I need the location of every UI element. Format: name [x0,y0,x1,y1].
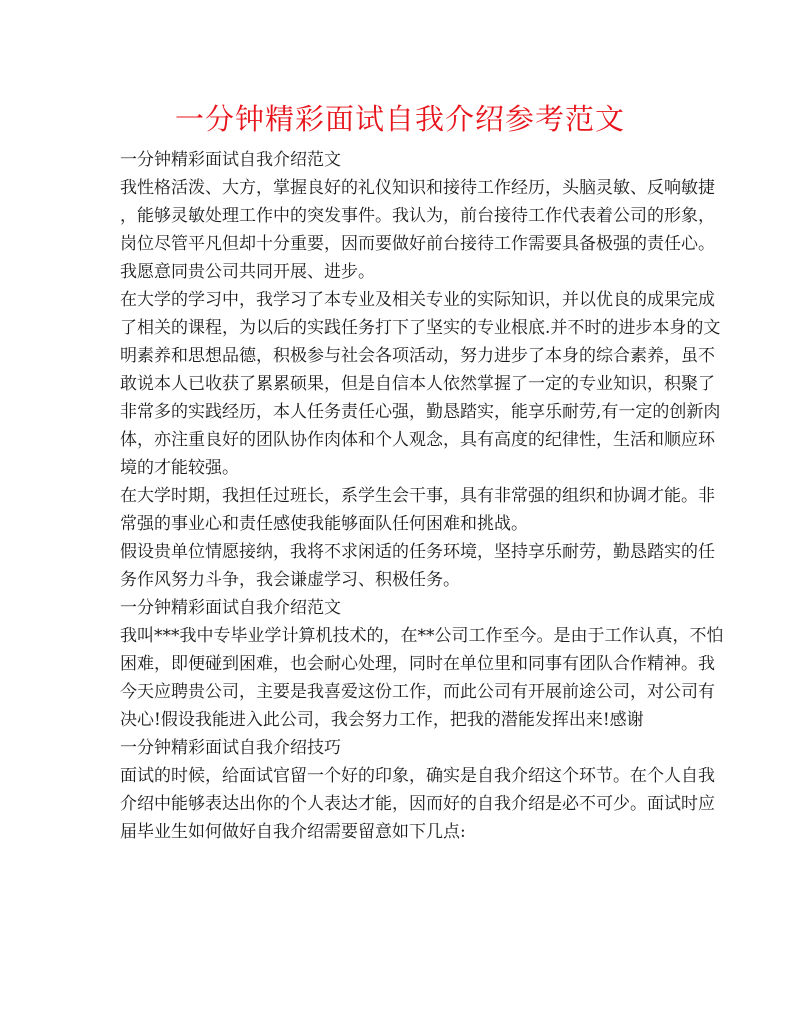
paragraph-line: 我叫***我中专毕业学计算机技术的，在**公司工作至今。是由于工作认真，不怕 [120,626,724,646]
paragraph-line: 我性格活泼、大方，掌握良好的礼仪知识和接待工作经历，头脑灵敏、反响敏捷 [120,178,715,198]
paragraph-line: 明素养和思想品德，积极参与社会各项活动，努力进步了本身的综合素养，虽不 [120,346,715,366]
section-heading: 一分钟精彩面试自我介绍范文 [120,150,341,170]
document-title: 一分钟精彩面试自我介绍参考范文 [174,102,625,136]
paragraph-line: 困难，即便碰到困难，也会耐心处理，同时在单位里和同事有团队合作精神。我 [120,654,715,674]
section-heading: 一分钟精彩面试自我介绍范文 [120,598,341,618]
paragraph-line: 假设贵单位情愿接纳，我将不求闲适的任务环境，坚持享乐耐劳，勤恳踏实的任 [120,542,715,562]
paragraph-line: 了相关的课程，为以后的实践任务打下了坚实的专业根底.并不时的进步本身的文 [120,318,721,338]
paragraph-line: 在大学时期，我担任过班长，系学生会干事，具有非常强的组织和协调才能。非 [120,486,715,506]
section-heading: 一分钟精彩面试自我介绍技巧 [120,738,341,758]
paragraph-line: 境的才能较强。 [120,458,239,478]
paragraph-line: 常强的事业心和责任感使我能够面队任何困难和挑战。 [120,514,528,534]
paragraph-line: 决心!假设我能进入此公司，我会努力工作，把我的潜能发挥出来!感谢 [120,710,644,730]
document-body [120,146,724,846]
paragraph-line: 介绍中能够表达出你的个人表达才能，因而好的自我介绍是必不可少。面试时应 [120,794,715,814]
paragraph-line: 在大学的学习中，我学习了本专业及相关专业的实际知识，并以优良的成果完成 [120,290,715,310]
paragraph-line: 我愿意同贵公司共同开展、进步。 [120,262,375,282]
paragraph-line: 体，亦注重良好的团队协作肉体和个人观念，具有高度的纪律性，生活和顺应环 [120,430,715,450]
paragraph-line: 面试的时候，给面试官留一个好的印象，确实是自我介绍这个环节。在个人自我 [120,766,715,786]
paragraph-line: 岗位尽管平凡但却十分重要，因而要做好前台接待工作需要具备极强的责任心。 [120,234,715,254]
paragraph-line: 届毕业生如何做好自我介绍需要留意如下几点: [120,822,466,842]
paragraph-line: 务作风努力斗争，我会谦虚学习、积极任务。 [120,570,460,590]
paragraph-line: 今天应聘贵公司，主要是我喜爱这份工作，而此公司有开展前途公司，对公司有 [120,682,715,702]
paragraph-line: 敢说本人已收获了累累硕果，但是自信本人依然掌握了一定的专业知识，积聚了 [120,374,715,394]
paragraph-line: ，能够灵敏处理工作中的突发事件。我认为，前台接待工作代表着公司的形象， [120,206,715,226]
paragraph-line: 非常多的实践经历，本人任务责任心强，勤恳踏实，能享乐耐劳,有一定的创新肉 [120,402,721,422]
